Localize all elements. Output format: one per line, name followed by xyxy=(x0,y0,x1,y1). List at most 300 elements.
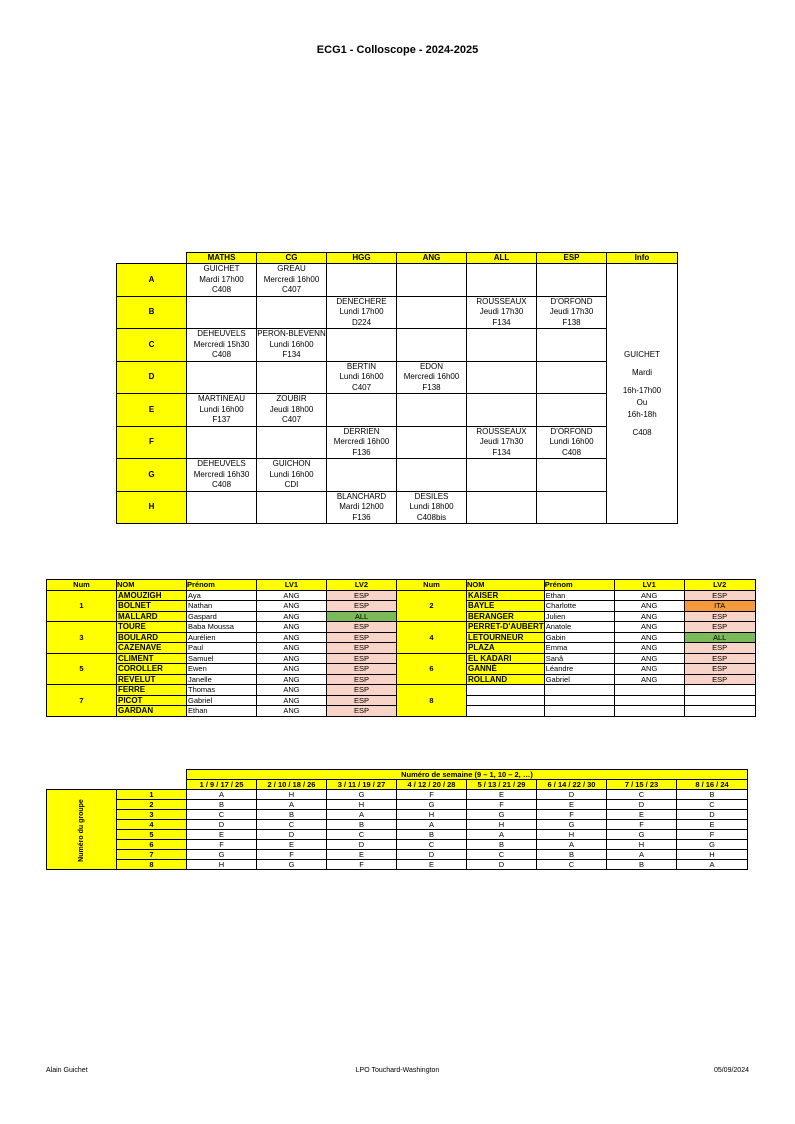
rotation-cell: G xyxy=(257,860,327,870)
slot-line: BLANCHARD xyxy=(336,491,387,501)
colloscope-row xyxy=(117,491,678,524)
student-lv1: ANG xyxy=(614,622,684,633)
student-lastname: AMOUZIGH xyxy=(117,590,187,601)
student-group-number: 6 xyxy=(397,653,467,685)
slot-line: PERON-BLEVENN xyxy=(257,329,326,338)
footer-school: LPO Touchard-Washington xyxy=(355,1067,440,1074)
student-group-number: 5 xyxy=(47,653,117,685)
slot-line: Jeudi 17h30 xyxy=(479,307,524,316)
student-lastname: CAZENAVE xyxy=(117,643,187,654)
student-firstname: Aurélien xyxy=(187,632,257,643)
slot-line: F137 xyxy=(212,415,231,424)
colloscope-row xyxy=(117,264,678,297)
rotation-group-number: 1 xyxy=(117,790,187,800)
student-lv2: ESP xyxy=(327,685,397,696)
colle-slot xyxy=(397,426,467,459)
student-firstname: Gaspard xyxy=(187,611,257,622)
student-firstname xyxy=(544,706,614,717)
footer-date: 05/09/2024 xyxy=(713,1067,749,1074)
colle-slot xyxy=(467,459,537,492)
colle-slot xyxy=(327,459,397,492)
slot-line: Lundi 18h00 xyxy=(409,502,454,511)
subject-header: CG xyxy=(257,253,327,264)
rotation-cell: G xyxy=(677,840,748,850)
student-lv1: ANG xyxy=(614,643,684,654)
colle-slot xyxy=(537,394,607,427)
students-header: Num xyxy=(397,580,467,591)
colle-slot xyxy=(257,329,327,362)
rotation-cell: A xyxy=(327,810,397,820)
rotation-cell: B xyxy=(257,810,327,820)
student-firstname: Léandre xyxy=(544,664,614,675)
colloscope-header-row xyxy=(117,253,678,264)
student-lv1: ANG xyxy=(257,674,327,685)
student-lastname: FERRE xyxy=(117,685,187,696)
slot-line: Lundi 16h00 xyxy=(199,404,244,414)
rotation-row xyxy=(47,800,748,810)
colle-slot xyxy=(467,426,537,459)
colle-slot xyxy=(187,264,257,297)
slot-line: F134 xyxy=(492,447,511,457)
slot-line: ZOUBIR xyxy=(276,394,307,403)
student-lastname xyxy=(467,685,545,696)
colle-slot xyxy=(537,361,607,394)
slot-line: C408 xyxy=(211,480,232,489)
student-lastname: LETOURNEUR xyxy=(467,632,545,643)
rotation-group-number: 3 xyxy=(117,810,187,820)
student-firstname: Paul xyxy=(187,643,257,654)
colle-slot xyxy=(467,361,537,394)
rotation-cell: D xyxy=(257,830,327,840)
student-lv2: ESP xyxy=(327,622,397,633)
students-header: Prénom xyxy=(187,580,257,591)
slot-line: C407 xyxy=(281,415,302,424)
slot-line: Jeudi 18h00 xyxy=(269,404,314,414)
slot-line: DEHEUVELS xyxy=(197,459,246,468)
student-lastname: REVELUT xyxy=(117,674,187,685)
rotation-cell: C xyxy=(677,800,748,810)
colle-slot xyxy=(187,459,257,492)
rotation-corner xyxy=(47,770,187,780)
student-lastname: BOULARD xyxy=(117,632,187,643)
students-header: Num xyxy=(47,580,117,591)
slot-line: BERTIN xyxy=(346,361,377,371)
student-lv2: ESP xyxy=(327,664,397,675)
student-lastname xyxy=(467,695,545,706)
slot-line: EDON xyxy=(419,361,444,371)
rotation-cell: E xyxy=(607,810,677,820)
slot-line: F138 xyxy=(422,382,441,392)
rotation-cell: C xyxy=(187,810,257,820)
rotation-cell: H xyxy=(187,860,257,870)
slot-line: C408bis xyxy=(416,512,447,522)
student-lastname: BOLNET xyxy=(117,601,187,612)
rotation-cell: B xyxy=(677,790,748,800)
student-lv2: ALL xyxy=(684,632,755,643)
student-lastname: BAYLE xyxy=(467,601,545,612)
page-title: ECG1 - Colloscope - 2024-2025 xyxy=(316,44,479,56)
rotation-cell: G xyxy=(607,830,677,840)
colle-slot xyxy=(467,296,537,329)
colle-slot xyxy=(537,426,607,459)
rotation-cell: B xyxy=(397,830,467,840)
student-lastname xyxy=(467,706,545,717)
slot-line: F134 xyxy=(282,350,301,359)
colle-slot xyxy=(327,426,397,459)
slot-line: D'ORFOND xyxy=(550,426,593,436)
student-firstname: Ethan xyxy=(544,590,614,601)
rotation-cell: G xyxy=(397,800,467,810)
group-label: E xyxy=(117,394,187,427)
rotation-cell: B xyxy=(607,860,677,870)
student-group-number: 3 xyxy=(47,622,117,654)
slot-line: Mardi 17h00 xyxy=(199,274,244,284)
subject-header: ALL xyxy=(467,253,537,264)
student-lastname: GANNÉ xyxy=(467,664,545,675)
student-lv1: ANG xyxy=(257,632,327,643)
student-lv1: ANG xyxy=(614,611,684,622)
colle-slot xyxy=(397,296,467,329)
slot-line: GUICHON xyxy=(272,459,311,468)
colloscope-row xyxy=(117,459,678,492)
group-label: D xyxy=(117,361,187,394)
slot-line: C408 xyxy=(211,285,232,294)
slot-line: Jeudi 17h30 xyxy=(479,437,524,446)
rotation-cell: C xyxy=(607,790,677,800)
rotation-group-number: 6 xyxy=(117,840,187,850)
student-firstname: Gabriel xyxy=(187,695,257,706)
rotation-cell: F xyxy=(537,810,607,820)
student-lastname: GARDAN xyxy=(117,706,187,717)
student-lv1: ANG xyxy=(614,653,684,664)
student-lv2: ESP xyxy=(684,674,755,685)
student-lv1: ANG xyxy=(614,664,684,675)
colle-slot xyxy=(327,296,397,329)
colle-slot xyxy=(187,491,257,524)
info-slot1: 16h-17h00 xyxy=(622,385,662,395)
student-lv2 xyxy=(684,685,755,696)
student-lv1: ANG xyxy=(257,622,327,633)
week-header: 2 / 10 / 18 / 26 xyxy=(257,780,327,790)
student-group-number: 4 xyxy=(397,622,467,654)
colloscope-table xyxy=(116,252,678,524)
group-axis-label xyxy=(47,790,117,870)
rotation-cell: H xyxy=(677,850,748,860)
group-label: A xyxy=(117,264,187,297)
student-firstname: Gabin xyxy=(544,632,614,643)
student-group-number: 8 xyxy=(397,685,467,717)
slot-line: C408 xyxy=(561,447,582,457)
slot-line: GUICHET xyxy=(203,264,240,273)
rotation-cell: F xyxy=(187,840,257,850)
colle-slot xyxy=(257,459,327,492)
week-header: 1 / 9 / 17 / 25 xyxy=(187,780,257,790)
colle-slot xyxy=(467,264,537,297)
student-group-number: 7 xyxy=(47,685,117,717)
rotation-cell: E xyxy=(677,820,748,830)
student-lastname: BERANGER xyxy=(467,611,545,622)
slot-line: ROUSSEAUX xyxy=(476,426,527,436)
rotation-cell: D xyxy=(467,860,537,870)
slot-line: Lundi 16h00 xyxy=(339,372,384,381)
info-name: GUICHET xyxy=(624,349,660,359)
rotation-cell: A xyxy=(607,850,677,860)
student-lastname: TOURE xyxy=(117,622,187,633)
student-lv1 xyxy=(614,685,684,696)
student-lv2: ESP xyxy=(327,643,397,654)
slot-line: DERRIEN xyxy=(343,426,380,436)
group-axis-text: Numéro du groupe xyxy=(78,798,85,862)
rotation-group-number: 2 xyxy=(117,800,187,810)
rotation-group-number: 7 xyxy=(117,850,187,860)
students-header-row xyxy=(47,580,756,591)
subject-header: Info xyxy=(607,253,678,264)
student-firstname: Ewen xyxy=(187,664,257,675)
rotation-cell: H xyxy=(397,810,467,820)
student-lv1: ANG xyxy=(614,590,684,601)
student-lv1 xyxy=(614,706,684,717)
slot-line: Mercredi 15h30 xyxy=(193,339,250,349)
group-label: C xyxy=(117,329,187,362)
student-lastname: KAISER xyxy=(467,590,545,601)
student-lv1: ANG xyxy=(257,601,327,612)
slot-line: CDI xyxy=(284,480,299,489)
student-row xyxy=(47,653,756,664)
student-lv2: ESP xyxy=(327,653,397,664)
rotation-cell: A xyxy=(257,800,327,810)
student-lastname: PERRET-D'AUBERT xyxy=(468,622,544,631)
slot-line: Jeudi 17h30 xyxy=(549,307,594,316)
slot-line: DEHEUVELS xyxy=(197,329,246,338)
rotation-cell: C xyxy=(327,830,397,840)
student-lv2: ESP xyxy=(684,590,755,601)
student-lv2: ESP xyxy=(327,674,397,685)
rotation-row xyxy=(47,840,748,850)
student-lastname: ROLLAND xyxy=(467,674,545,685)
colle-slot xyxy=(257,394,327,427)
rotation-cell: B xyxy=(537,850,607,860)
student-lv2: ESP xyxy=(684,653,755,664)
rotation-cell: G xyxy=(467,810,537,820)
students-header: LV1 xyxy=(614,580,684,591)
rotation-cell: E xyxy=(537,800,607,810)
rotation-cell: E xyxy=(467,790,537,800)
rotation-cell: F xyxy=(467,800,537,810)
rotation-cell: E xyxy=(397,860,467,870)
week-header: 3 / 11 / 19 / 27 xyxy=(327,780,397,790)
student-lv2: ESP xyxy=(327,590,397,601)
rotation-cell: C xyxy=(537,860,607,870)
colle-slot xyxy=(537,329,607,362)
slot-line: Mercredi 16h00 xyxy=(403,372,460,381)
rotation-cell: B xyxy=(327,820,397,830)
colle-slot xyxy=(187,426,257,459)
info-slot2: 16h-18h xyxy=(627,409,657,419)
slot-line: Lundi 16h00 xyxy=(269,469,314,479)
slot-line: F138 xyxy=(562,317,581,327)
rotation-cell: G xyxy=(187,850,257,860)
student-lv2: ESP xyxy=(327,706,397,717)
subject-header: ESP xyxy=(537,253,607,264)
rotation-cell: C xyxy=(397,840,467,850)
student-lastname: MALLARD xyxy=(117,611,187,622)
rotation-cell: D xyxy=(187,820,257,830)
student-firstname: Baba Moussa xyxy=(187,622,257,633)
rotation-cell: A xyxy=(537,840,607,850)
rotation-weeks-row xyxy=(47,780,748,790)
student-group-number: 1 xyxy=(47,590,117,622)
students-header: NOM xyxy=(467,580,545,591)
slot-line: MARTINEAU xyxy=(198,394,245,403)
student-lv2: ESP xyxy=(684,622,755,633)
student-firstname: Sanâ xyxy=(544,653,614,664)
rotation-row xyxy=(47,830,748,840)
student-lv2: ESP xyxy=(684,643,755,654)
colle-slot xyxy=(327,361,397,394)
rotation-table xyxy=(46,769,748,870)
student-lv1: ANG xyxy=(257,590,327,601)
slot-line: D'ORFOND xyxy=(550,296,593,306)
students-header: NOM xyxy=(117,580,187,591)
students-table xyxy=(46,579,756,717)
subject-header: MATHS xyxy=(187,253,257,264)
colle-slot xyxy=(327,491,397,524)
footer-author: Alain Guichet xyxy=(46,1067,88,1074)
rotation-cell: G xyxy=(537,820,607,830)
student-firstname: Anatole xyxy=(544,622,614,633)
colle-slot xyxy=(537,264,607,297)
group-label: F xyxy=(117,426,187,459)
week-header: 7 / 15 / 23 xyxy=(607,780,677,790)
student-lv2 xyxy=(684,706,755,717)
student-lv1: ANG xyxy=(257,685,327,696)
student-lv1: ANG xyxy=(257,664,327,675)
student-firstname: Samuel xyxy=(187,653,257,664)
info-cell xyxy=(607,264,678,524)
student-firstname xyxy=(544,685,614,696)
group-label: H xyxy=(117,491,187,524)
info-room: C408 xyxy=(632,427,652,437)
rotation-row xyxy=(47,860,748,870)
colle-slot xyxy=(327,394,397,427)
slot-line: F136 xyxy=(352,512,371,522)
week-header: 8 / 16 / 24 xyxy=(677,780,748,790)
student-lv1: ANG xyxy=(257,611,327,622)
rotation-cell: D xyxy=(677,810,748,820)
slot-line: C407 xyxy=(281,285,302,294)
student-lv1: ANG xyxy=(257,653,327,664)
student-firstname: Julien xyxy=(544,611,614,622)
student-lv1 xyxy=(614,695,684,706)
colle-slot xyxy=(327,264,397,297)
colloscope-row xyxy=(117,296,678,329)
slot-line: ROUSSEAUX xyxy=(476,296,527,306)
rotation-cell: A xyxy=(397,820,467,830)
rotation-cell: E xyxy=(327,850,397,860)
colle-slot xyxy=(257,296,327,329)
colle-slot xyxy=(187,394,257,427)
rotation-cell: F xyxy=(327,860,397,870)
rotation-row xyxy=(47,810,748,820)
colloscope-row xyxy=(117,329,678,362)
colle-slot xyxy=(327,329,397,362)
colle-slot xyxy=(257,491,327,524)
student-firstname: Nathan xyxy=(187,601,257,612)
week-header: 5 / 13 / 21 / 29 xyxy=(467,780,537,790)
rotation-group-number: 8 xyxy=(117,860,187,870)
rotation-cell: H xyxy=(327,800,397,810)
student-lv2: ESP xyxy=(327,601,397,612)
rotation-group-number: 5 xyxy=(117,830,187,840)
slot-line: Mercredi 16h00 xyxy=(333,437,390,446)
slot-line: C408 xyxy=(211,350,232,359)
colle-slot xyxy=(257,264,327,297)
rotation-cell: E xyxy=(187,830,257,840)
rotation-cell: H xyxy=(257,790,327,800)
colle-slot xyxy=(537,491,607,524)
rotation-cell: D xyxy=(397,850,467,860)
student-lv2: ESP xyxy=(684,664,755,675)
student-group-number: 2 xyxy=(397,590,467,622)
colloscope-row xyxy=(117,426,678,459)
rotation-cell: F xyxy=(257,850,327,860)
slot-line: Lundi 16h00 xyxy=(269,339,314,349)
rotation-cell: H xyxy=(537,830,607,840)
rotation-cell: F xyxy=(397,790,467,800)
student-row xyxy=(47,590,756,601)
colle-slot xyxy=(397,264,467,297)
colle-slot xyxy=(397,491,467,524)
subject-header: ANG xyxy=(397,253,467,264)
colle-slot xyxy=(467,394,537,427)
slot-line: F136 xyxy=(352,447,371,457)
corner-cell xyxy=(117,253,187,264)
rotation-row xyxy=(47,790,748,800)
slot-line: GREAU xyxy=(277,264,306,273)
student-lv1: ANG xyxy=(257,643,327,654)
rotation-cell: B xyxy=(187,800,257,810)
slot-line: C407 xyxy=(351,382,372,392)
student-lv2 xyxy=(684,695,755,706)
students-header: LV2 xyxy=(327,580,397,591)
student-lastname: COROLLER xyxy=(117,664,187,675)
student-firstname: Thomas xyxy=(187,685,257,696)
student-lv1: ANG xyxy=(614,632,684,643)
student-firstname: Ethan xyxy=(187,706,257,717)
rotation-corner xyxy=(47,780,187,790)
colle-slot xyxy=(397,459,467,492)
student-firstname: Aya xyxy=(187,590,257,601)
colle-slot xyxy=(467,491,537,524)
student-firstname xyxy=(544,695,614,706)
colle-slot xyxy=(397,329,467,362)
slot-line: DESILES xyxy=(414,491,449,501)
rotation-cell: G xyxy=(327,790,397,800)
rotation-cell: C xyxy=(257,820,327,830)
colle-slot xyxy=(187,329,257,362)
rotation-cell: E xyxy=(257,840,327,850)
student-firstname: Charlotte xyxy=(544,601,614,612)
students-header: LV1 xyxy=(257,580,327,591)
slot-line: DENECHERE xyxy=(336,296,387,306)
rotation-cell: F xyxy=(677,830,748,840)
slot-line: Lundi 16h00 xyxy=(549,437,594,446)
students-header: Prénom xyxy=(544,580,614,591)
colle-slot xyxy=(257,426,327,459)
week-header: 6 / 14 / 22 / 30 xyxy=(537,780,607,790)
rotation-title-row xyxy=(47,770,748,780)
slot-line: Lundi 17h00 xyxy=(339,307,384,316)
